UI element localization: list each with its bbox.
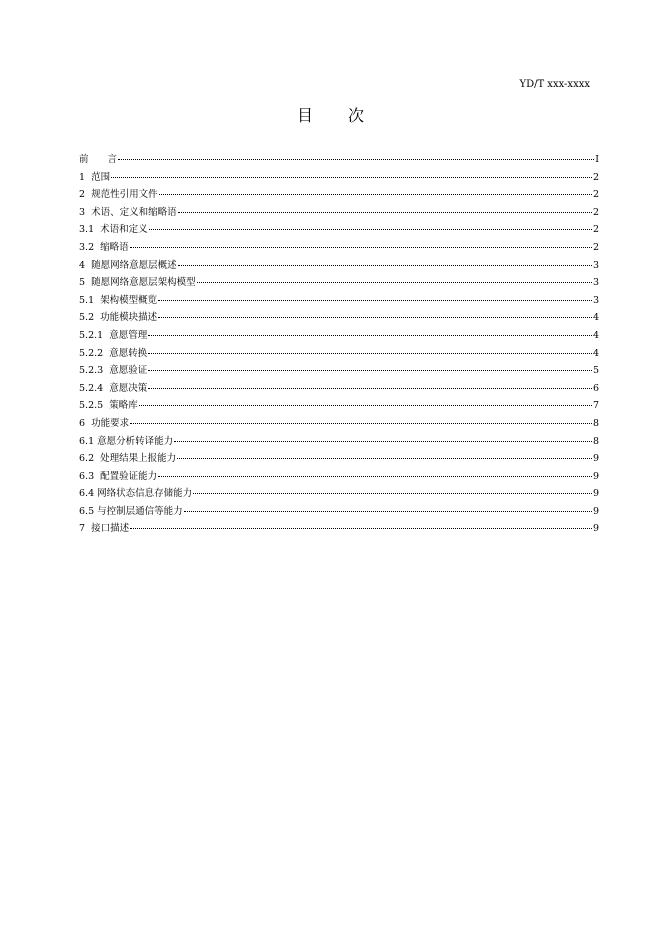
toc-dot-leader: [130, 247, 592, 248]
toc-entry-page-number: 4: [592, 312, 599, 324]
toc-dot-leader: [130, 528, 592, 529]
toc-entry[interactable]: [79, 418, 599, 436]
toc-entry-page-number: 3: [592, 277, 599, 289]
toc-entry[interactable]: [79, 436, 599, 454]
toc-entry-label: 3 术语、定义和缩略语: [79, 206, 177, 218]
toc-entry-label: 3.1 术语和定义: [79, 224, 148, 236]
toc-entry[interactable]: [79, 330, 599, 348]
toc-entry[interactable]: [79, 365, 599, 383]
toc-entry[interactable]: [79, 523, 599, 541]
toc-entry-label: 7 接口描述: [79, 523, 130, 535]
toc-title: 目 次: [296, 106, 365, 125]
toc-dot-leader: [130, 423, 592, 424]
toc-entry[interactable]: [79, 348, 599, 366]
toc-entry-page-number: 2: [592, 189, 599, 201]
toc-entry-label: 3.2 缩略语: [79, 241, 129, 253]
toc-dot-leader: [174, 441, 592, 442]
toc-entry[interactable]: [79, 207, 599, 225]
toc-entry[interactable]: [79, 471, 599, 489]
toc-entry-page-number: 2: [592, 206, 599, 218]
toc-entry-page-number: 3: [592, 259, 599, 271]
toc-dot-leader: [184, 511, 592, 512]
toc-entry-page-number: 9: [592, 488, 599, 500]
toc-entry[interactable]: [79, 506, 599, 524]
toc-dot-leader: [193, 493, 592, 494]
toc-entry[interactable]: [79, 453, 599, 471]
toc-entry[interactable]: [79, 260, 599, 278]
toc-dot-leader: [178, 265, 592, 266]
document-code: YD/T xxx-xxxx: [519, 79, 590, 90]
toc-entry-label: 5.2.5 策略库: [79, 400, 138, 412]
toc-entry-page-number: 3: [592, 294, 599, 306]
toc-entry-label: 5.2 功能模块描述: [79, 312, 158, 324]
toc-entry-page-number: 9: [592, 523, 599, 535]
toc-entry-label: 5.2.3 意愿验证: [79, 365, 148, 377]
toc-entry[interactable]: [79, 400, 599, 418]
toc-entry-label: 2 规范性引用文件: [79, 189, 158, 201]
toc-dot-leader: [111, 177, 592, 178]
toc-entry-page-number: I: [595, 154, 599, 165]
toc-entry[interactable]: [79, 189, 599, 207]
toc-dot-leader: [197, 282, 592, 283]
toc-dot-leader: [158, 476, 592, 477]
toc-entry-label: 6 功能要求: [79, 417, 130, 429]
toc-entry-page-number: 8: [592, 417, 599, 429]
toc-entry[interactable]: [79, 154, 599, 172]
toc-dot-leader: [158, 300, 592, 301]
toc-entry-label: 6.5 与控制层通信等能力: [79, 505, 183, 517]
toc-entry-label: 5.2.1 意愿管理: [79, 329, 148, 341]
toc-dot-leader: [148, 370, 592, 371]
toc-entry-label: 4 随愿网络意愿层概述: [79, 259, 177, 271]
toc-dot-leader: [118, 159, 594, 160]
toc-entry-label: 6.3 配置验证能力: [79, 470, 158, 482]
toc-dot-leader: [177, 458, 592, 459]
toc-entry-page-number: 6: [592, 382, 599, 394]
toc-entry-label: 5.1 架构模型概览: [79, 294, 158, 306]
toc-entry[interactable]: [79, 295, 599, 313]
toc-entry-page-number: 2: [592, 224, 599, 236]
toc-entry-label: 6.1 意愿分析转译能力: [79, 435, 174, 447]
toc-entry-page-number: 9: [592, 505, 599, 517]
toc-entry-page-number: 4: [592, 347, 599, 359]
toc-entry[interactable]: [79, 224, 599, 242]
toc-entry-label: 前 言: [79, 154, 118, 165]
toc-entry[interactable]: [79, 242, 599, 260]
toc-entry-label: 6.4 网络状态信息存储能力: [79, 488, 193, 500]
toc-dot-leader: [178, 212, 592, 213]
toc-entry-page-number: 9: [592, 470, 599, 482]
toc-entry-label: 6.2 处理结果上报能力: [79, 453, 177, 465]
toc-entry-page-number: 2: [592, 241, 599, 253]
toc-entry-page-number: 8: [592, 435, 599, 447]
toc-entry-page-number: 9: [592, 453, 599, 465]
toc-entry[interactable]: [79, 488, 599, 506]
table-of-contents: [79, 154, 599, 541]
toc-entry[interactable]: [79, 277, 599, 295]
toc-dot-leader: [139, 405, 592, 406]
toc-entry-page-number: 4: [592, 329, 599, 341]
toc-dot-leader: [158, 317, 592, 318]
toc-dot-leader: [148, 388, 592, 389]
toc-entry-page-number: 2: [592, 171, 599, 183]
toc-entry-page-number: 5: [592, 365, 599, 377]
toc-entry-label: 1 范围: [79, 171, 111, 183]
toc-entry-label: 5.2.4 意愿决策: [79, 382, 148, 394]
toc-entry[interactable]: [79, 383, 599, 401]
toc-entry-page-number: 7: [592, 400, 599, 412]
toc-entry[interactable]: [79, 172, 599, 190]
toc-entry-label: 5.2.2 意愿转换: [79, 347, 148, 359]
toc-dot-leader: [148, 335, 592, 336]
toc-dot-leader: [148, 353, 592, 354]
toc-dot-leader: [159, 194, 592, 195]
toc-dot-leader: [149, 229, 592, 230]
toc-entry-label: 5 随愿网络意愿层架构模型: [79, 277, 196, 289]
toc-entry[interactable]: [79, 312, 599, 330]
